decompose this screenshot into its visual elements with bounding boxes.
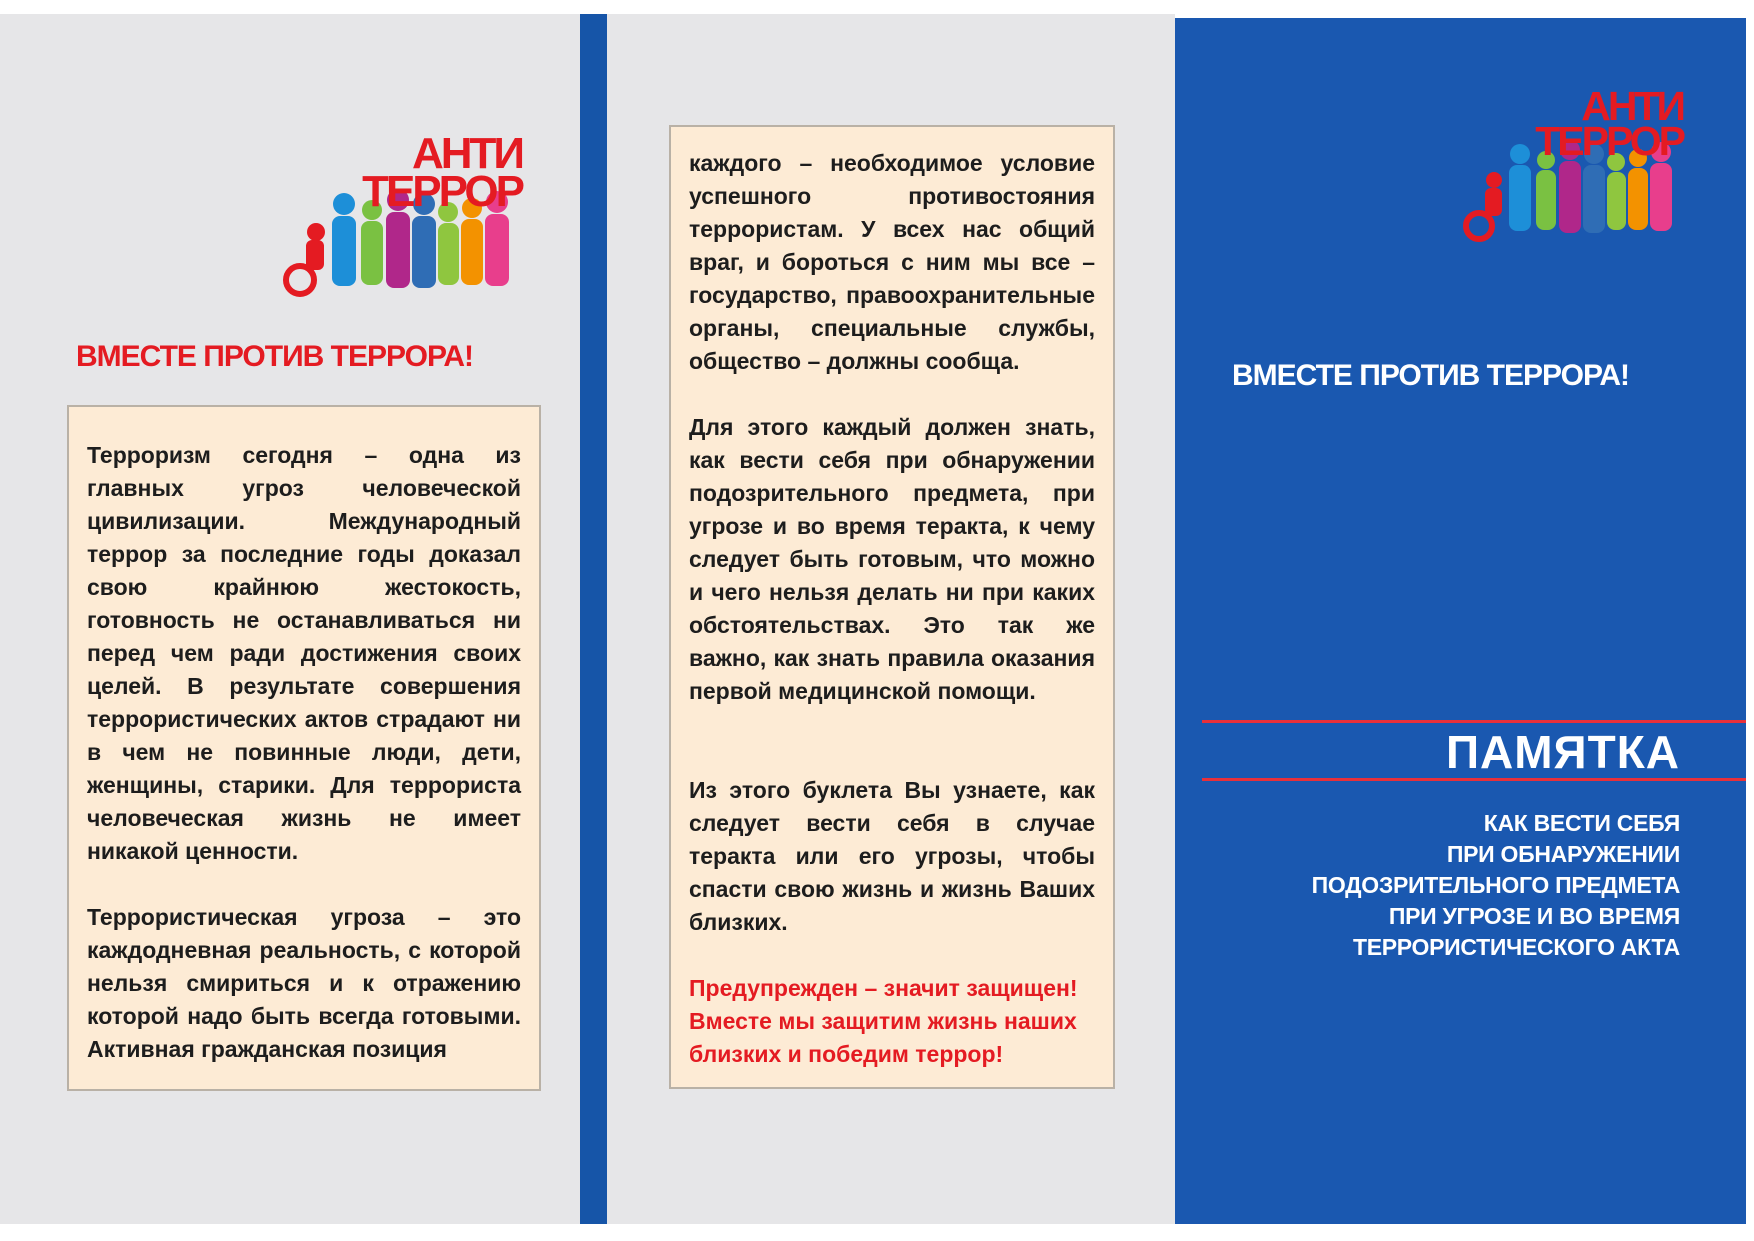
logo-right-text-terror: ТЕРРОР (1535, 118, 1683, 164)
right-slogan: ВМЕСТЕ ПРОТИВ ТЕРРОРА! (1232, 359, 1629, 392)
middle-closing-slogan: Предупрежден – значит защищен! Вместе мы защитим жизнь наших близких и победим террор! (689, 975, 1078, 1067)
middle-textbox (669, 125, 1115, 1089)
memo-subtitle-line-2: ПРИ ОБНАРУЖЕНИИ (1446, 841, 1680, 867)
memo-subtitle (1200, 808, 1680, 963)
memo-subtitle-line-5: ТЕРРОРИСТИЧЕСКОГО АКТА (1352, 934, 1680, 960)
middle-paragraph-1: каждого – необходимое условие успешного противостояния террористам. У всех нас общий враг, и бороться с ним мы все – государство, правоохранительные органы, специальные службы, общество – должны сообща. (689, 150, 1095, 374)
logo-text-anti: АНТИ (411, 132, 522, 178)
left-slogan: ВМЕСТЕ ПРОТИВ ТЕРРОРА! (76, 340, 473, 373)
antiterror-logo-right (1463, 86, 1688, 244)
memo-rule-bottom (1202, 778, 1746, 781)
left-textbox (67, 405, 541, 1091)
memo-subtitle-line-3: ПОДОЗРИТЕЛЬНОГО ПРЕДМЕТА (1311, 872, 1680, 898)
antiterror-logo (282, 132, 527, 300)
left-paragraph-2: Террористическая угроза – это каждодневная реальность, с которой нельзя смириться и к отражению которой надо быть всегда готовыми. Активная гражданская позиция (87, 904, 521, 1062)
left-stripe (580, 14, 607, 1224)
memo-subtitle-line-4: ПРИ УГРОЗЕ И ВО ВРЕМЯ (1388, 903, 1680, 929)
memo-rule-top (1202, 720, 1746, 723)
logo-right-text-anti: АНТИ (1581, 86, 1683, 129)
left-paragraph-1: Терроризм сегодня – одна из главных угроз человеческой цивилизации. Международный террор за последние годы доказал свою крайнюю жестокость, готовность не останавливаться ни перед чем ради достижения своих целей. В результате совершения террористических актов страдают ни в чем не повинные люди, дети, женщины, старики. Для террориста человеческая жизнь не имеет никакой ценности. (87, 442, 521, 864)
memo-title: ПАМЯТКА (1445, 726, 1680, 778)
middle-paragraph-2: Для этого каждый должен знать, как вести себя при обнаружении подозрительного предмета, при угрозе и во время теракта, к чему следует быть готовым, что можно и чего нельзя делать ни при каких обстоятельствах. Это так же важно, как знать правила оказания первой медицинской помощи. (689, 414, 1095, 704)
logo-text-terror: ТЕРРОР (362, 167, 522, 216)
memo-subtitle-line-1: КАК ВЕСТИ СЕБЯ (1483, 810, 1680, 836)
middle-paragraph-3: Из этого буклета Вы узнаете, как следует вести себя в случае теракта или его угрозы, чтобы спасти свою жизнь и жизнь Ваших близких. (689, 777, 1095, 935)
